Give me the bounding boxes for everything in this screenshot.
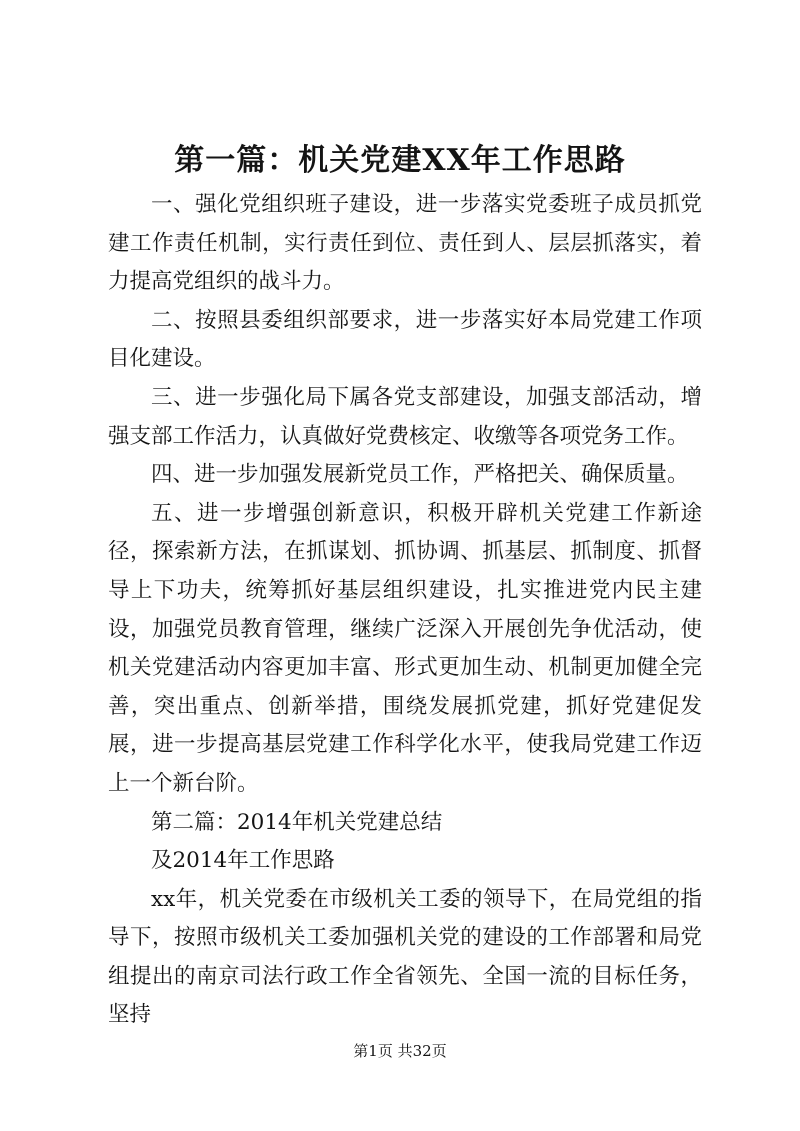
paragraph-5: 五、进一步增强创新意识，积极开辟机关党建工作新途径，探索新方法，在抓谋划、抓协调、抓基层、抓制度、抓督导上下功夫，统筹抓好基层组织建设，扎实推进党内民主建设，加强党员教育管理，继续广泛深入开展创先争优活动，使机关党建活动内容更加丰富、形式更加生动、机制更加健全完善，突出重点、创新举措，围绕发展抓党建，抓好党建促发展，进一步提高基层党建工作科学化水平，使我局党建工作迈上一个新台阶。	[108, 500, 702, 796]
document-body	[108, 186, 702, 1035]
second-article-subheading: 及2014年工作思路	[151, 848, 335, 874]
document-title: 第一篇：机关党建XX年工作思路	[174, 143, 626, 178]
page-number-footer: 第1页 共32页	[353, 1042, 447, 1060]
paragraph-8: xx年，机关党委在市级机关工委的领导下，在局党组的指导下，按照市级机关工委加强机关党的建设的工作部署和局党组提出的南京司法行政工作全省领先、全国一流的目标任务，坚持	[108, 886, 702, 1028]
paragraph-4: 四、进一步加强发展新党员工作，严格把关、确保质量。	[151, 462, 689, 488]
paragraph-2: 二、按照县委组织部要求，进一步落实好本局党建工作项目化建设。	[108, 307, 702, 372]
paragraph-1: 一、强化党组织班子建设，进一步落实党委班子成员抓党建工作责任机制，实行责任到位、责任到人、层层抓落实，着力提高党组织的战斗力。	[108, 192, 702, 295]
second-article-heading: 第二篇：2014年机关党建总结	[151, 809, 443, 835]
paragraph-3: 三、进一步强化局下属各党支部建设，加强支部活动，增强支部工作活力，认真做好党费核定、收缴等各项党务工作。	[108, 384, 702, 449]
